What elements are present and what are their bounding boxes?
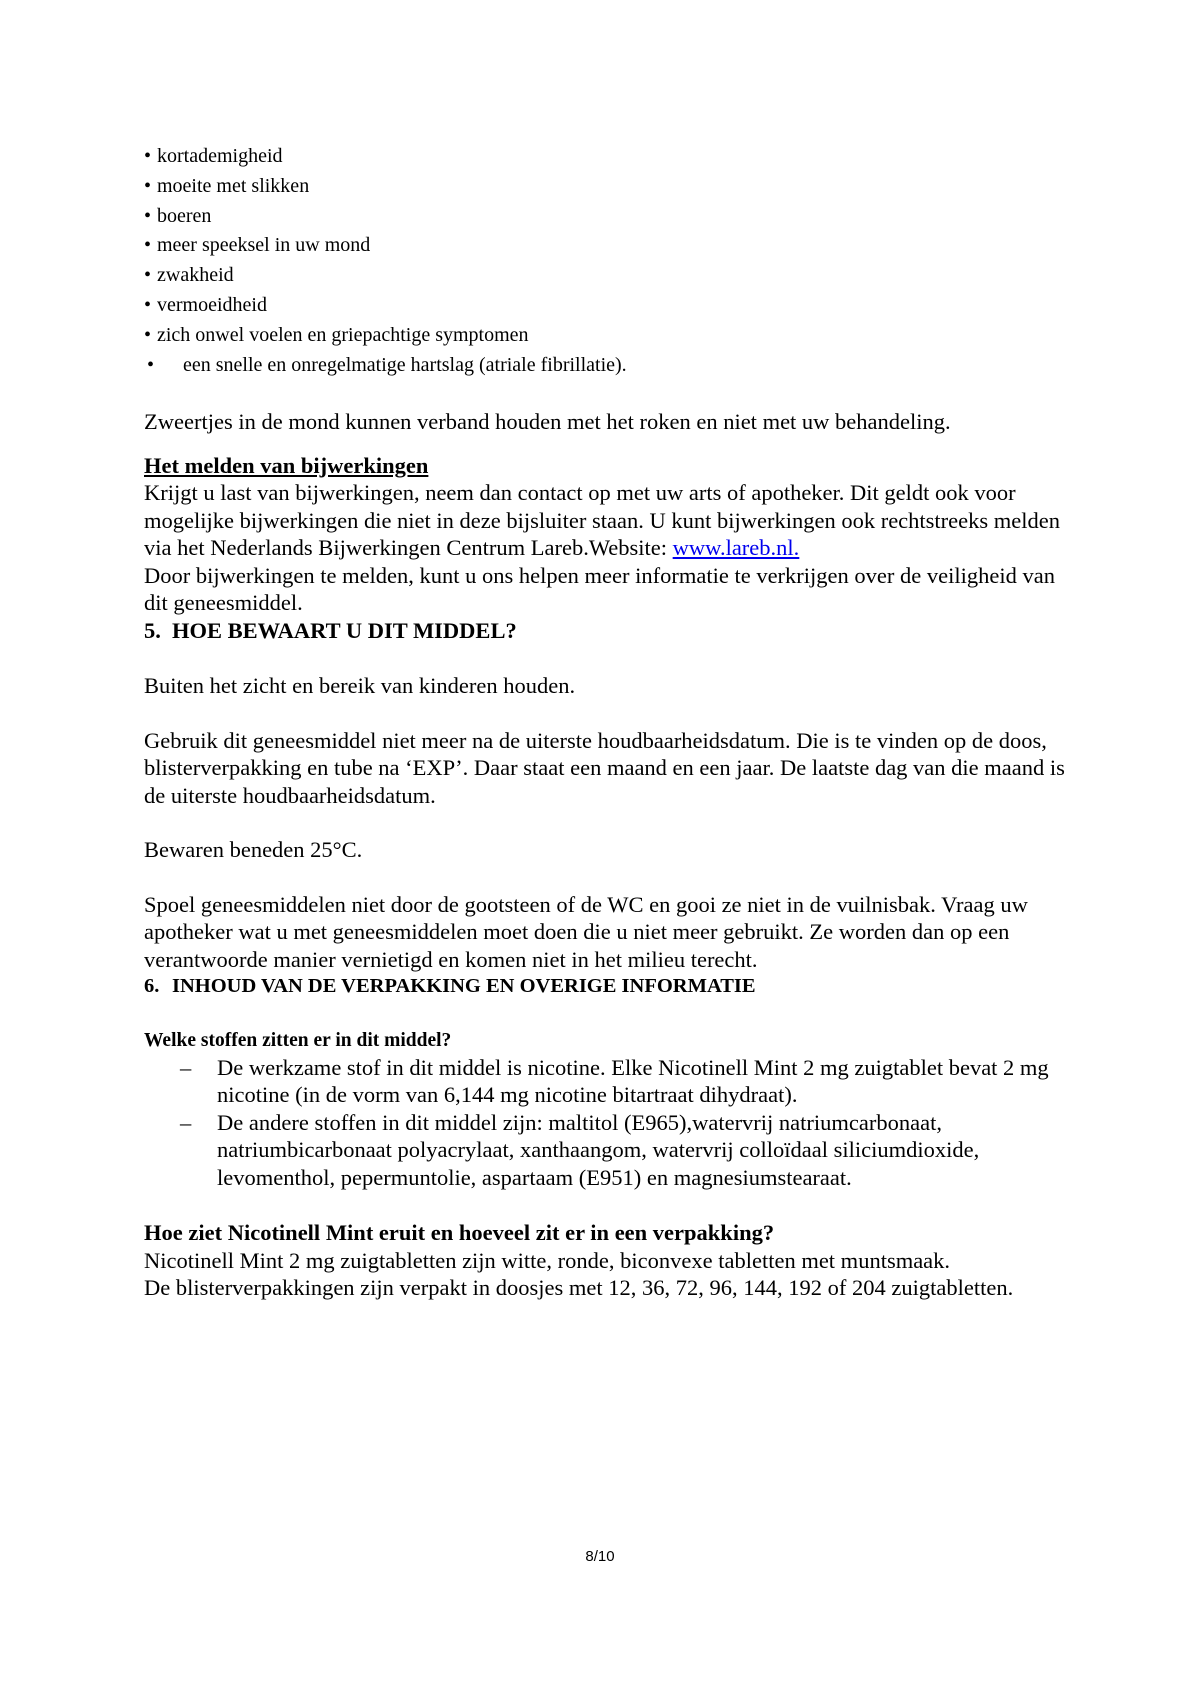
mouth-note: Zweertjes in de mond kunnen verband houden met het roken en niet met uw behandeling. <box>144 409 951 435</box>
list-item: • moeite met slikken <box>144 174 310 197</box>
paragraph: Spoel geneesmiddelen niet door de gootsteen of de WC en gooi ze niet in de vuilnisbak. Vraag uw apotheker wat u met geneesmiddelen moet doen die u niet meer gebruikt. Ze worden dan op een verantwoorde manier vernietigd en komen niet in het milieu terecht. <box>144 891 1028 972</box>
paragraph: Buiten het zicht en bereik van kinderen houden. <box>144 673 576 699</box>
section-5-heading: 5. HOE BEWAART U DIT MIDDEL? <box>144 617 517 643</box>
paragraph: Bewaren beneden 25°C. <box>144 837 363 863</box>
list-item: • vermoeidheid <box>144 293 267 316</box>
reporting-heading: Het melden van bijwerkingen <box>144 452 429 478</box>
list-item: • een snelle en onregelmatige hartslag (atriale fibrillatie). <box>147 353 627 376</box>
document-page <box>144 142 1084 1302</box>
paragraph: Gebruik dit geneesmiddel niet meer na de uiterste houdbaarheidsdatum. Die is te vinden op de doos, blisterverpakking en tube na ‘EXP’. Daar staat een maand en een jaar. De laatste dag van die maand is de uiterste houdbaarheidsdatum. <box>144 727 1065 808</box>
appearance-line: De blisterverpakkingen zijn verpakt in doosjes met 12, 36, 72, 96, 144, 192 of 204 zuigtabletten. <box>144 1275 1014 1301</box>
list-item: • boeren <box>144 204 212 227</box>
ingredients-heading: Welke stoffen zitten er in dit middel? <box>144 1029 452 1051</box>
section-6-heading: 6. INHOUD VAN DE VERPAKKING EN OVERIGE INFORMATIE <box>144 975 756 998</box>
list-item: • kortademigheid <box>144 145 283 167</box>
ingredients-list <box>144 1054 1084 1192</box>
list-item: • zwakheid <box>144 264 234 287</box>
list-item: – De andere stoffen in dit middel zijn: maltitol (E965),watervrij natriumcarbonaat, natriumbicarbonaat polyacrylaat, xanthaangom, watervrij colloïdaal siliciumdioxide, levomenthol, pepermuntolie, aspartaam (E951) en magnesiumstearaat. <box>180 1109 980 1190</box>
list-item: • meer speeksel in uw mond <box>144 234 371 257</box>
reporting-paragraph: Krijgt u last van bijwerkingen, neem dan contact op met uw arts of apotheker. Dit geldt ook voor mogelijke bijwerkingen die niet in deze bijsluiter staan. U kunt bijwerkingen ook rechtstreeks melden via het Nederlands Bijwerkingen Centrum Lareb.Website: www.lareb.nl. Door bijwerkingen te melden, kunt u ons helpen meer informatie te verkrijgen over de veiligheid van dit geneesmiddel. <box>144 480 1060 616</box>
symptom-list <box>144 142 1084 380</box>
appearance-heading: Hoe ziet Nicotinell Mint eruit en hoeveel zit er in een verpakking? <box>144 1220 775 1246</box>
list-item: – De werkzame stof in dit middel is nicotine. Elke Nicotinell Mint 2 mg zuigtablet bevat 2 mg nicotine (in de vorm van 6,144 mg nicotine bitartraat dihydraat). <box>180 1054 1049 1108</box>
lareb-link[interactable]: www.lareb.nl. <box>672 535 800 561</box>
page-number: 8/10 <box>585 1548 615 1565</box>
list-item: • zich onwel voelen en griepachtige symptomen <box>144 323 529 346</box>
appearance-line: Nicotinell Mint 2 mg zuigtabletten zijn witte, ronde, biconvexe tabletten met muntsmaak. <box>144 1247 951 1273</box>
